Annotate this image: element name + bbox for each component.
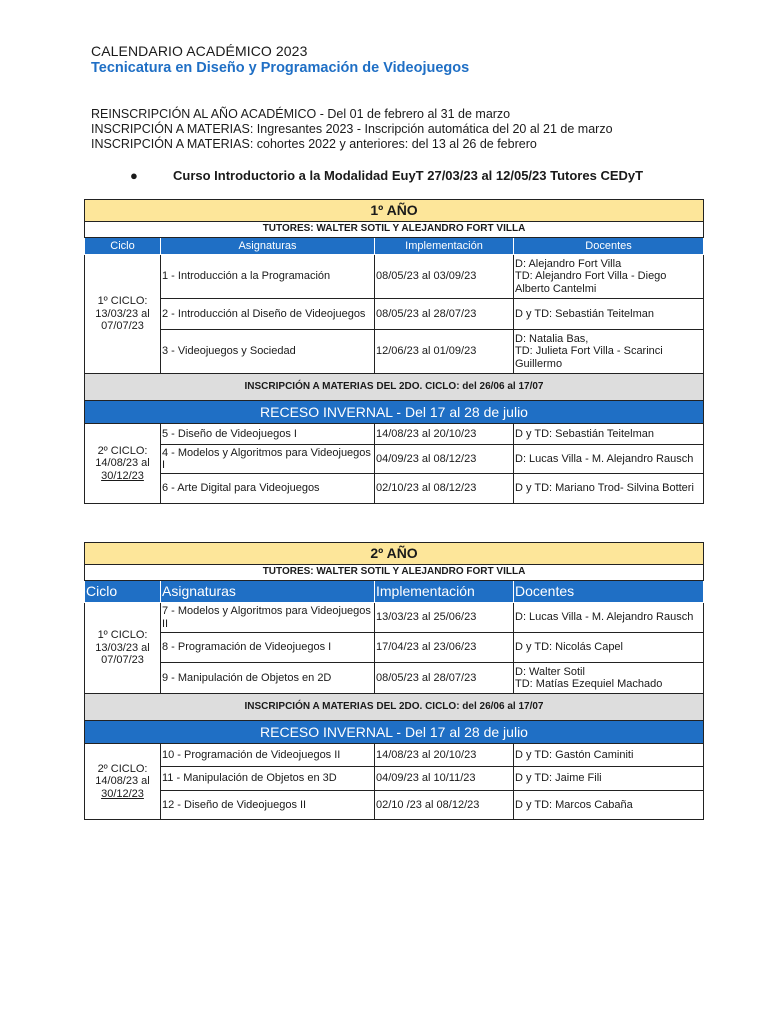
intro-course-text: Curso Introductorio a la Modalidad EuyT 27/03/23 al 12/05/23 Tutores CEDyT: [173, 168, 644, 183]
dates-cell: 14/08/23 al 20/10/23: [375, 744, 514, 767]
intro-course-bullet: [130, 168, 643, 183]
bullet-marker: ●: [130, 168, 138, 183]
inscription-banner: INSCRIPCIÓN A MATERIAS DEL 2DO. CICLO: del 26/06 al 17/07: [85, 374, 704, 401]
teachers-cell: D y TD: Sebastián Teitelman: [514, 424, 704, 445]
table-row: [85, 474, 704, 504]
cycle-label-line: 30/12/23: [101, 469, 144, 482]
col-docentes: Docentes: [514, 238, 704, 255]
col-implementacion: Implementación: [375, 581, 514, 603]
cycle-label-line: 1º CICLO:: [97, 295, 148, 308]
page-subtitle: Tecnicatura en Diseño y Programación de Videojuegos: [91, 60, 470, 76]
subject-cell: 10 - Programación de Videojuegos II: [161, 744, 375, 767]
table-row: [85, 791, 704, 820]
info-inscription-cohorts: INSCRIPCIÓN A MATERIAS: cohortes 2022 y anteriores: del 13 al 26 de febrero: [91, 137, 537, 151]
subject-cell: 6 - Arte Digital para Videojuegos: [161, 474, 375, 504]
teachers-cell: D y TD: Gastón Caminiti: [514, 744, 704, 767]
table-row: [85, 663, 704, 694]
col-implementacion: Implementación: [375, 238, 514, 255]
recess-banner: RECESO INVERNAL - Del 17 al 28 de julio: [85, 401, 704, 424]
page-title: CALENDARIO ACADÉMICO 2023: [91, 43, 308, 59]
dates-cell: 04/09/23 al 10/11/23: [375, 767, 514, 791]
year-title: 2º AÑO: [85, 543, 704, 565]
table-row: [85, 633, 704, 663]
info-reinscription: REINSCRIPCIÓN AL AÑO ACADÉMICO - Del 01 de febrero al 31 de marzo: [91, 107, 511, 121]
column-header-row: [85, 581, 704, 603]
col-ciclo: Ciclo: [85, 238, 161, 255]
cycle-label: [85, 424, 161, 504]
cycle-label-line: 13/03/23 al: [95, 641, 150, 654]
cycle-label-line: 1º CICLO:: [97, 629, 148, 642]
subject-cell: 4 - Modelos y Algoritmos para Videojuegos I: [161, 445, 375, 474]
dates-cell: 17/04/23 al 23/06/23: [375, 633, 514, 663]
table-row: [85, 767, 704, 791]
subject-cell: 12 - Diseño de Videojuegos II: [161, 791, 375, 820]
subject-cell: 8 - Programación de Videojuegos I: [161, 633, 375, 663]
col-asignaturas: Asignaturas: [161, 581, 375, 603]
teachers-cell: D: Natalia Bas, TD: Julieta Fort Villa - Scarinci Guillermo: [514, 330, 704, 374]
table-row: [85, 330, 704, 374]
inscription-banner: INSCRIPCIÓN A MATERIAS DEL 2DO. CICLO: del 26/06 al 17/07: [85, 694, 704, 721]
year-title: 1º AÑO: [85, 200, 704, 222]
dates-cell: 04/09/23 al 08/12/23: [375, 445, 514, 474]
dates-cell: 08/05/23 al 03/09/23: [375, 255, 514, 299]
dates-cell: 14/08/23 al 20/10/23: [375, 424, 514, 445]
dates-cell: 12/06/23 al 01/09/23: [375, 330, 514, 374]
year-1-table: [84, 199, 704, 504]
subject-cell: 1 - Introducción a la Programación: [161, 255, 375, 299]
table-row: [85, 255, 704, 299]
cycle-label-line: 07/07/23: [101, 320, 144, 333]
table-row: [85, 744, 704, 767]
cycle-label: [85, 744, 161, 820]
dates-cell: 08/05/23 al 28/07/23: [375, 663, 514, 694]
teachers-cell: D y TD: Nicolás Capel: [514, 633, 704, 663]
teachers-cell: D: Lucas Villa - M. Alejandro Rausch: [514, 445, 704, 474]
teachers-cell: D y TD: Marcos Cabaña: [514, 791, 704, 820]
table-row: [85, 603, 704, 633]
cycle-label: [85, 603, 161, 694]
tutors-line: TUTORES: WALTER SOTIL Y ALEJANDRO FORT VILLA: [85, 565, 704, 581]
cycle-label-line: 2º CICLO:: [97, 762, 148, 775]
cycle-label-line: 13/03/23 al: [95, 307, 150, 320]
table-row: [85, 299, 704, 330]
tutors-line: TUTORES: WALTER SOTIL Y ALEJANDRO FORT VILLA: [85, 222, 704, 238]
dates-cell: 02/10/23 al 08/12/23: [375, 474, 514, 504]
subject-cell: 9 - Manipulación de Objetos en 2D: [161, 663, 375, 694]
cycle-label-line: 14/08/23 al: [95, 457, 150, 470]
cycle-label-line: 07/07/23: [101, 654, 144, 667]
column-header-row: [85, 238, 704, 255]
subject-cell: 7 - Modelos y Algoritmos para Videojuegos II: [161, 603, 375, 633]
cycle-label: [85, 255, 161, 374]
subject-cell: 2 - Introducción al Diseño de Videojuegos: [161, 299, 375, 330]
teachers-cell: D: Walter Sotil TD: Matías Ezequiel Machado: [514, 663, 704, 694]
cycle-label-line: 30/12/23: [101, 787, 144, 800]
cycle-label-line: 2º CICLO:: [97, 444, 148, 457]
teachers-cell: D: Alejandro Fort Villa TD: Alejandro Fort Villa - Diego Alberto Cantelmi: [514, 255, 704, 299]
teachers-cell: D y TD: Mariano Trod- Silvina Botteri: [514, 474, 704, 504]
teachers-cell: D y TD: Sebastián Teitelman: [514, 299, 704, 330]
table-row: [85, 445, 704, 474]
info-inscription-new: INSCRIPCIÓN A MATERIAS: Ingresantes 2023 - Inscripción automática del 20 al 21 de marzo: [91, 122, 613, 136]
subject-cell: 5 - Diseño de Videojuegos I: [161, 424, 375, 445]
teachers-cell: D: Lucas Villa - M. Alejandro Rausch: [514, 603, 704, 633]
table-row: [85, 424, 704, 445]
subject-cell: 11 - Manipulación de Objetos en 3D: [161, 767, 375, 791]
dates-cell: 08/05/23 al 28/07/23: [375, 299, 514, 330]
dates-cell: 13/03/23 al 25/06/23: [375, 603, 514, 633]
col-asignaturas: Asignaturas: [161, 238, 375, 255]
recess-banner: RECESO INVERNAL - Del 17 al 28 de julio: [85, 721, 704, 744]
col-ciclo: Ciclo: [85, 581, 161, 603]
col-docentes: Docentes: [514, 581, 704, 603]
cycle-label-line: 14/08/23 al: [95, 775, 150, 788]
teachers-cell: D y TD: Jaime Fili: [514, 767, 704, 791]
subject-cell: 3 - Videojuegos y Sociedad: [161, 330, 375, 374]
year-2-table: [84, 542, 704, 820]
dates-cell: 02/10 /23 al 08/12/23: [375, 791, 514, 820]
